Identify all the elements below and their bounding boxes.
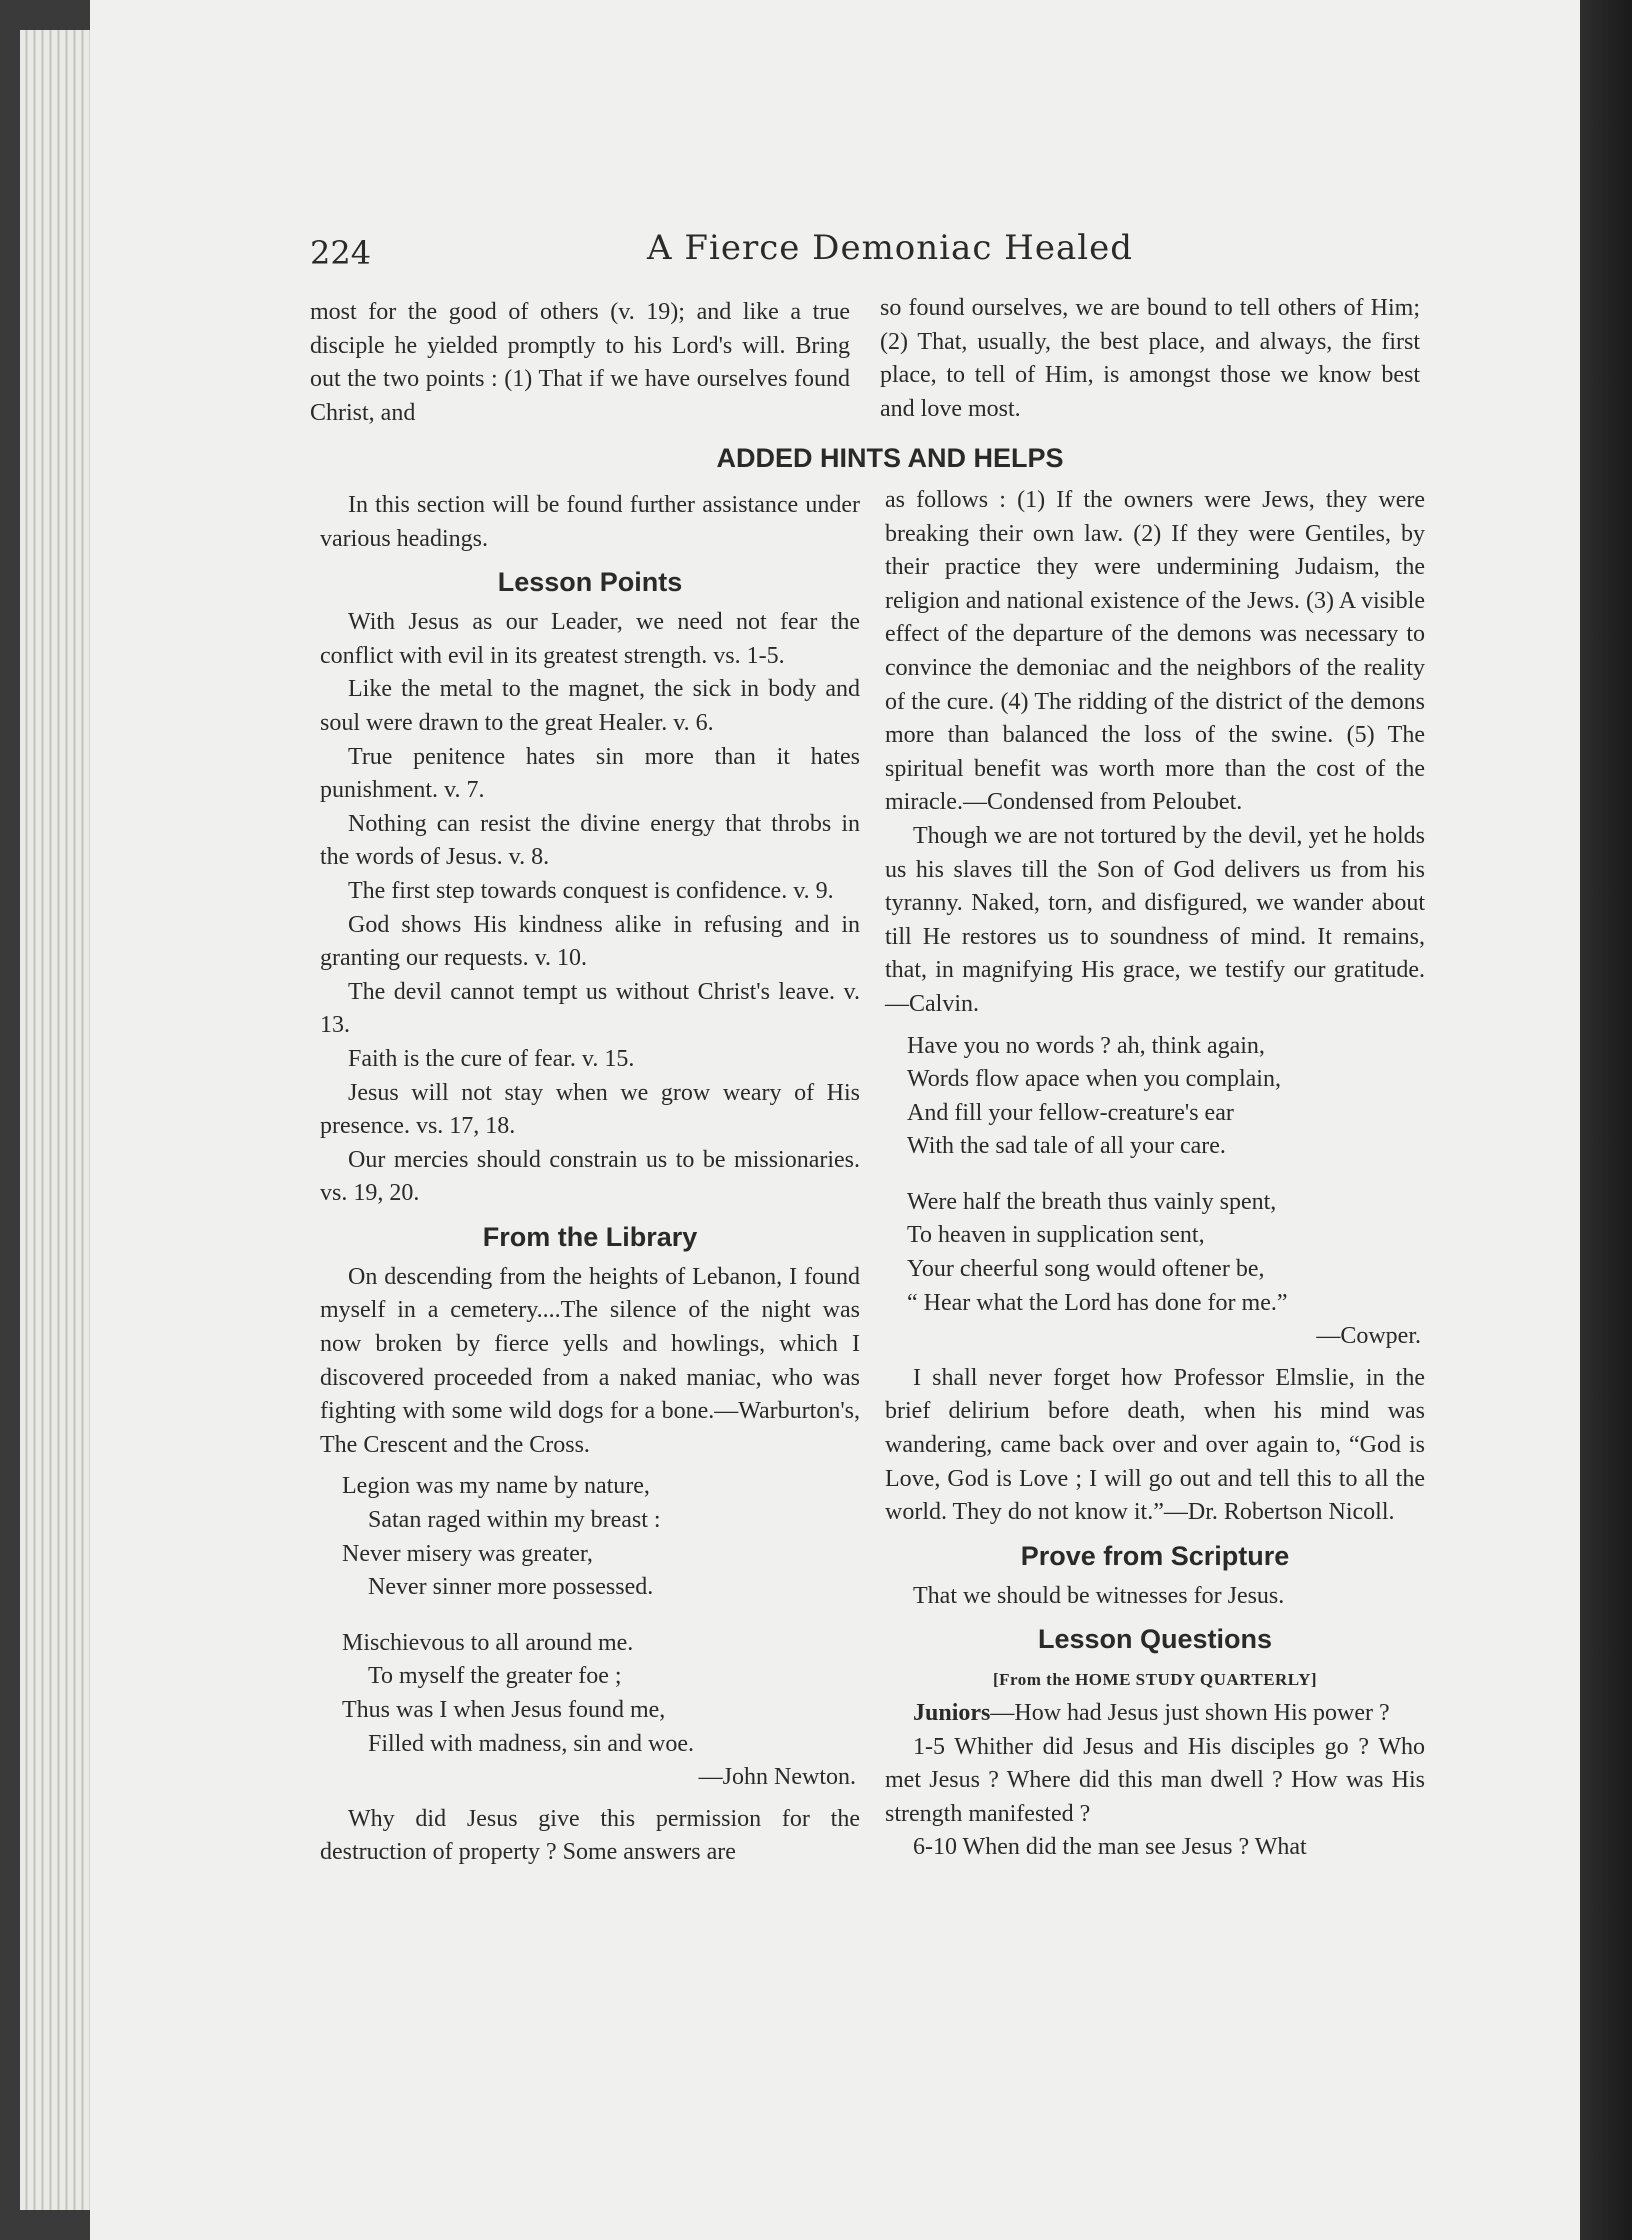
section-heading: ADDED HINTS AND HELPS (716, 443, 1064, 473)
poem-cowper (907, 1030, 1425, 1354)
lesson-point: With Jesus as our Leader, we need not fear the conflict with evil in its greatest strength. vs. 1-5. (320, 609, 860, 669)
poem-line: Filled with madness, sin and woe. (368, 1730, 694, 1757)
lesson-point: Our mercies should constrain us to be missionaries. vs. 19, 20. (320, 1146, 860, 1207)
poem-line: Satan raged within my breast : (368, 1507, 661, 1534)
juniors-text: —How had Jesus just shown His power ? (990, 1700, 1390, 1726)
juniors-question (885, 1697, 1425, 1731)
question-group: 1-5 Whither did Jesus and His disciples go ? Who met Jesus ? Where did this man dwell ? How was His strength manifested ? (885, 1733, 1425, 1827)
poem-line: Were half the breath thus vainly spent, (907, 1188, 1277, 1215)
lesson-point: True penitence hates sin more than it hates punishment. v. 7. (320, 743, 860, 804)
questions-heading: Lesson Questions (1037, 1624, 1273, 1655)
poem-line: Legion was my name by nature, (342, 1473, 650, 1500)
left-column (320, 489, 860, 1870)
poem-line: Your cheerful song would oftener be, (907, 1256, 1265, 1283)
binding-shadow (1580, 0, 1632, 2240)
answers-paragraph: as follows : (1) If the owners were Jews, they were breaking their own law. (2) If they were Gentiles, by their practice they were undermining Judaism, the religion and national existence of the Jews. (3) A visible effect of the departure of the demons was necessary to convince the demoniac and the neighbors of the reality of the cure. (4) The ridding of the district of the demons more than balanced the loss of the swine. (5) The spiritual benefit was worth more than the cost of the miracle.—Condensed from Peloubet. (885, 487, 1425, 816)
library-heading: From the Library (482, 1221, 698, 1252)
lesson-points-heading: Lesson Points (497, 567, 683, 598)
continued-text-right: so found ourselves, we are bound to tell others of Him; (2) That, usually, the best place, and always, the first place, to tell of Him, is amongst those we know best and love most. (880, 295, 1420, 422)
poem-line: To heaven in supplication sent, (907, 1222, 1205, 1249)
poem-line: With the sad tale of all your care. (907, 1133, 1226, 1160)
lesson-point: God shows His kindness alike in refusing and in granting our requests. v. 10. (320, 911, 860, 972)
top-left-paragraph (310, 296, 850, 430)
lesson-point: Faith is the cure of fear. v. 15. (348, 1045, 635, 1072)
poem-line: “ Hear what the Lord has done for me.” (907, 1289, 1288, 1316)
lesson-point: Like the metal to the magnet, the sick in body and soul were drawn to the great Healer. v. 6. (320, 676, 860, 736)
lesson-point: Jesus will not stay when we grow weary of His presence. vs. 17, 18. (320, 1079, 860, 1140)
continued-text-left: most for the good of others (v. 19); and like a true disciple he yielded promptly to his Lord's will. Bring out the two points : (1) That if we have ourselves found Christ, and (310, 299, 850, 426)
page-number: 224 (310, 234, 372, 272)
page-header (310, 228, 1470, 278)
poem-attribution: —Cowper. (1316, 1323, 1421, 1350)
lesson-point: The first step towards conquest is confidence. v. 9. (348, 877, 834, 904)
prove-text: That we should be witnesses for Jesus. (913, 1582, 1285, 1609)
poem-line: Never sinner more possessed. (368, 1574, 654, 1601)
poem-newton (342, 1470, 860, 1794)
running-title: A Fierce Demoniac Healed (647, 228, 1133, 268)
poem-attribution: —John Newton. (698, 1764, 856, 1791)
prove-heading: Prove from Scripture (1020, 1540, 1290, 1571)
poem-line: Have you no words ? ah, think again, (907, 1032, 1265, 1059)
questions-source: [From the HOME STUDY QUARTERLY] (992, 1670, 1318, 1690)
right-column (885, 484, 1425, 1865)
calvin-quote: Though we are not tortured by the devil, yet he holds us his slaves till the Son of God delivers us from his tyranny. Naked, torn, and disfigured, we wander about till He restores us to soundness of mind. It remains, that, in magnifying His grace, we testify our gratitude.—Calvin. (885, 822, 1425, 1017)
poem-line: Thus was I when Jesus found me, (342, 1697, 666, 1723)
closing-paragraph: Why did Jesus give this permission for the destruction of property ? Some answers are (320, 1805, 860, 1866)
top-right-paragraph (880, 292, 1420, 426)
library-quote: On descending from the heights of Lebanon, I found myself in a cemetery....The silence of the night was now broken by fierce yells and howlings, which I discovered proceeded from a naked maniac, who was fighting with some wild dogs for a bone.—Warburton's, The Crescent and the Cross. (320, 1263, 860, 1458)
poem-line: Never misery was greater, (342, 1540, 593, 1567)
poem-line: And fill your fellow-creature's ear (907, 1099, 1234, 1126)
intro-paragraph: In this section will be found further assistance under various headings. (320, 492, 860, 552)
poem-line: To myself the greater foe ; (368, 1663, 622, 1690)
question-group: 6-10 When did the man see Jesus ? What (913, 1834, 1307, 1861)
lesson-point: Nothing can resist the divine energy that throbs in the words of Jesus. v. 8. (320, 810, 860, 871)
poem-line: Words flow apace when you complain, (907, 1066, 1281, 1093)
lesson-point: The devil cannot tempt us without Christ's leave. v. 13. (320, 978, 860, 1039)
poem-line: Mischievous to all around me. (342, 1629, 634, 1656)
nicoll-quote: I shall never forget how Professor Elmslie, in the brief delirium before death, when his mind was wandering, came back over and over again to, “God is Love, God is Love ; I will go out and tell this to all the world. They do not know it.”—Dr. Robertson Nicoll. (885, 1364, 1425, 1526)
juniors-label: Juniors (913, 1700, 991, 1726)
